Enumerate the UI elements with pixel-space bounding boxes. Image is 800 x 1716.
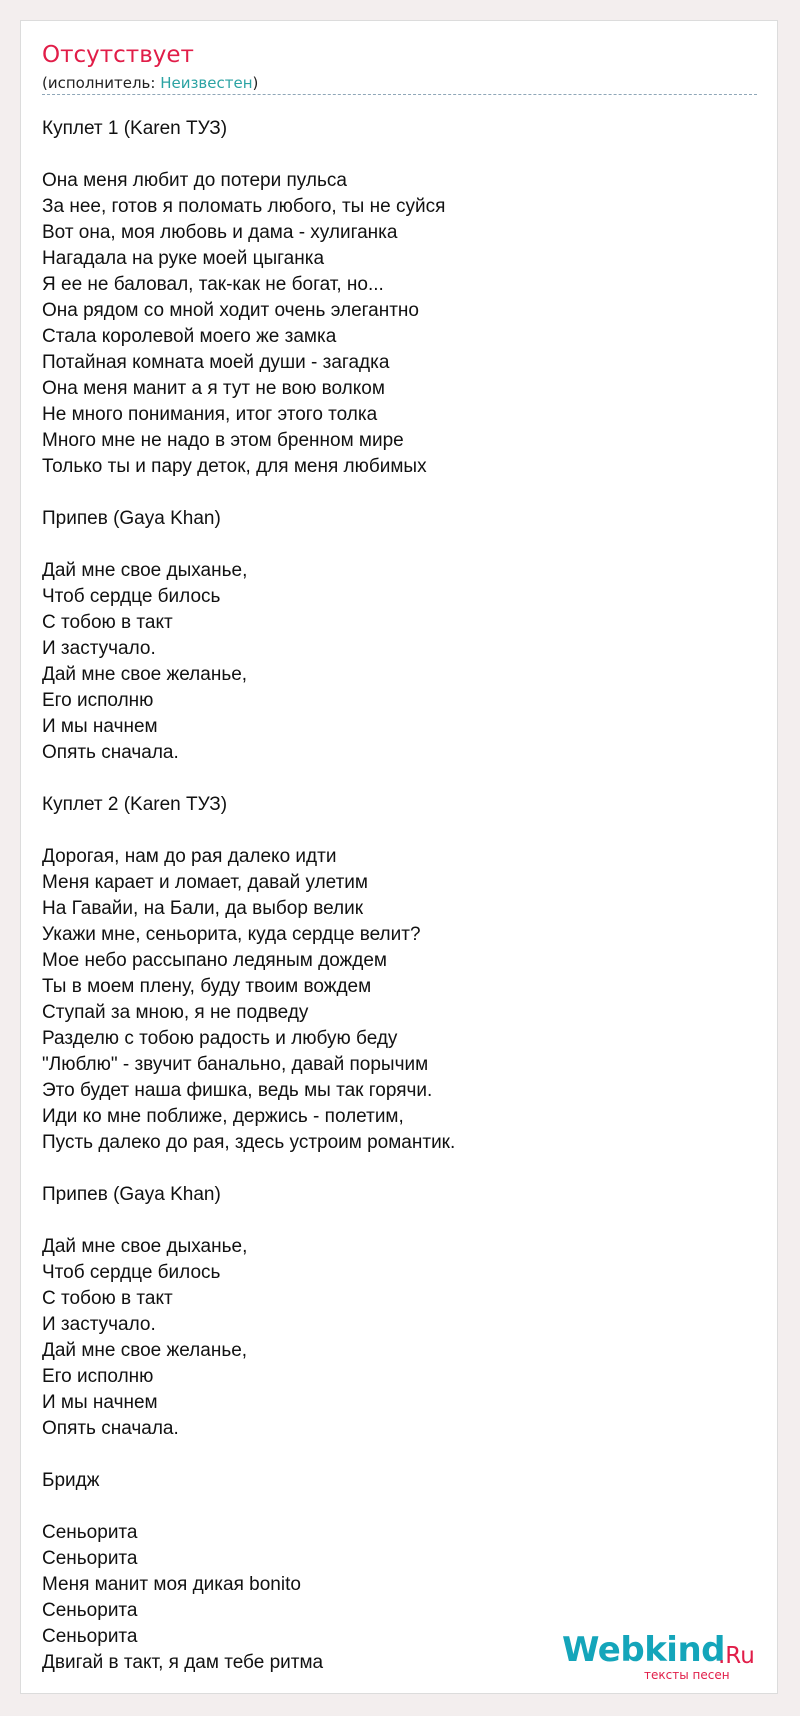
lyric-line: Бридж bbox=[42, 1470, 100, 1491]
lyric-blank-line bbox=[42, 818, 762, 844]
lyric-line: Укажи мне, сеньорита, куда сердце велит? bbox=[42, 924, 421, 945]
lyric-blank-line bbox=[42, 142, 762, 168]
lyric-line: За нее, готов я поломать любого, ты не суйся bbox=[42, 196, 446, 217]
lyric-line: Чтоб сердце билось bbox=[42, 1262, 221, 1283]
lyric-line: Меня манит моя дикая bonito bbox=[42, 1574, 301, 1595]
lyric-line: Это будет наша фишка, ведь мы так горячи. bbox=[42, 1080, 433, 1101]
lyric-blank-line bbox=[42, 1494, 762, 1520]
lyric-line: Двигай в такт, я дам тебе ритма bbox=[42, 1652, 324, 1673]
lyric-line: Дорогая, нам до рая далеко идти bbox=[42, 846, 337, 867]
logo-tld: .Ru bbox=[718, 1643, 755, 1669]
lyric-line: Она меня манит а я тут не вою волком bbox=[42, 378, 385, 399]
lyric-blank-line bbox=[42, 1442, 762, 1468]
lyric-line: Сеньорита bbox=[42, 1522, 138, 1543]
lyric-line: Потайная комната моей души - загадка bbox=[42, 352, 390, 373]
lyric-line: Опять сначала. bbox=[42, 742, 179, 763]
lyric-line: Дай мне свое дыханье, bbox=[42, 1236, 248, 1257]
lyric-line: И мы начнем bbox=[42, 1392, 158, 1413]
lyric-line: Стала королевой моего же замка bbox=[42, 326, 337, 347]
lyric-line: Дай мне свое желанье, bbox=[42, 1340, 248, 1361]
lyric-line: Нагадала на руке моей цыганка bbox=[42, 248, 325, 269]
lyric-line: И застучало. bbox=[42, 1314, 156, 1335]
lyric-line: И застучало. bbox=[42, 638, 156, 659]
lyrics-body bbox=[42, 116, 762, 1676]
lyric-line: Дай мне свое желанье, bbox=[42, 664, 248, 685]
dashed-divider bbox=[42, 94, 757, 95]
site-logo[interactable] bbox=[562, 1630, 772, 1690]
lyric-line: С тобою в такт bbox=[42, 612, 173, 633]
lyric-line: Много мне не надо в этом бренном мире bbox=[42, 430, 404, 451]
lyric-blank-line bbox=[42, 766, 762, 792]
lyric-line: Сеньорита bbox=[42, 1600, 138, 1621]
lyric-blank-line bbox=[42, 532, 762, 558]
lyric-line: Куплет 2 (Karen ТУЗ) bbox=[42, 794, 228, 815]
lyric-line: Она меня любит до потери пульса bbox=[42, 170, 347, 191]
lyric-line: Мое небо рассыпано ледяным дождем bbox=[42, 950, 387, 971]
lyric-line: Ступай за мною, я не подведу bbox=[42, 1002, 309, 1023]
lyric-line: Вот она, моя любовь и дама - хулиганка bbox=[42, 222, 398, 243]
lyric-line: Пусть далеко до рая, здесь устроим романтик. bbox=[42, 1132, 456, 1153]
lyric-line: Только ты и пару деток, для меня любимых bbox=[42, 456, 427, 477]
performer-suffix: ) bbox=[252, 74, 259, 92]
lyric-line: С тобою в такт bbox=[42, 1288, 173, 1309]
lyric-line: Чтоб сердце билось bbox=[42, 586, 221, 607]
lyric-line: Ты в моем плену, буду твоим вождем bbox=[42, 976, 372, 997]
lyric-line: Разделю с тобою радость и любую беду bbox=[42, 1028, 398, 1049]
logo-brand: Webkind bbox=[562, 1630, 725, 1670]
performer-line bbox=[42, 73, 258, 93]
lyric-line: Сеньорита bbox=[42, 1626, 138, 1647]
lyric-line: Я ее не баловал, так-как не богат, но... bbox=[42, 274, 384, 295]
lyric-line: Не много понимания, итог этого толка bbox=[42, 404, 378, 425]
lyric-line: Дай мне свое дыханье, bbox=[42, 560, 248, 581]
lyric-line: Опять сначала. bbox=[42, 1418, 179, 1439]
lyric-line: Его исполню bbox=[42, 1366, 154, 1387]
lyric-line: Она рядом со мной ходит очень элегантно bbox=[42, 300, 419, 321]
lyric-line: "Люблю" - звучит банально, давай порычим bbox=[42, 1054, 429, 1075]
lyric-line: Припев (Gaya Khan) bbox=[42, 1184, 221, 1205]
lyric-line: Меня карает и ломает, давай улетим bbox=[42, 872, 368, 893]
lyric-blank-line bbox=[42, 1156, 762, 1182]
performer-prefix: (исполнитель: bbox=[42, 74, 161, 92]
lyric-line: Его исполню bbox=[42, 690, 154, 711]
lyric-line: Сеньорита bbox=[42, 1548, 138, 1569]
content-frame bbox=[20, 20, 778, 1694]
song-title: Отсутствует bbox=[42, 42, 194, 68]
lyric-blank-line bbox=[42, 480, 762, 506]
logo-tagline: тексты песен bbox=[644, 1668, 730, 1682]
lyric-line: Припев (Gaya Khan) bbox=[42, 508, 221, 529]
artist-link[interactable]: Неизвестен bbox=[160, 74, 253, 92]
lyric-line: Иди ко мне поближе, держись - полетим, bbox=[42, 1106, 404, 1127]
lyric-line: На Гавайи, на Бали, да выбор велик bbox=[42, 898, 364, 919]
lyric-line: И мы начнем bbox=[42, 716, 158, 737]
lyric-line: Куплет 1 (Karen ТУЗ) bbox=[42, 118, 228, 139]
lyric-blank-line bbox=[42, 1208, 762, 1234]
